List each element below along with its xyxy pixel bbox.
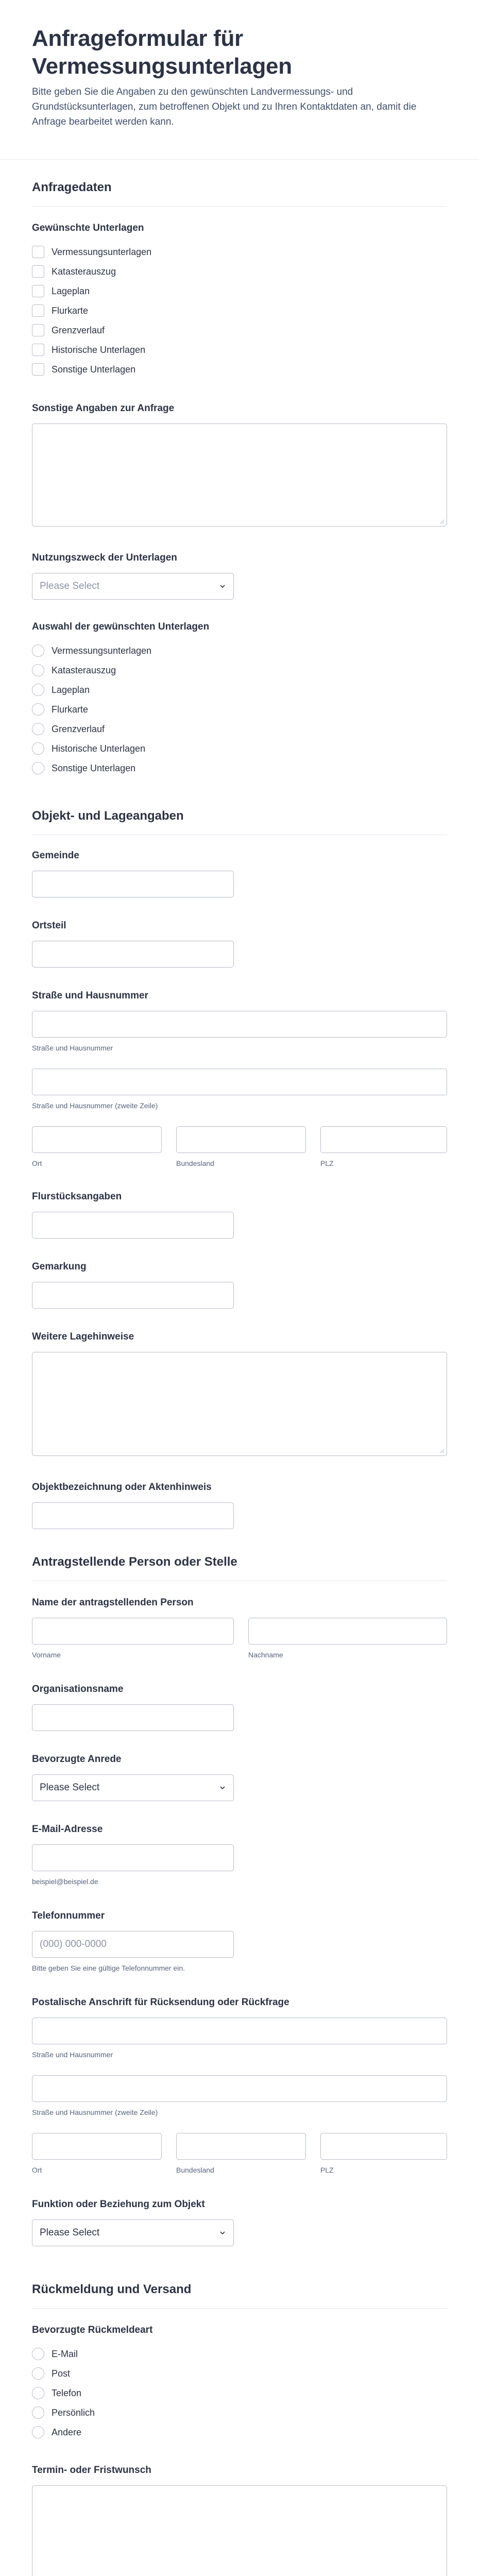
post-plz-input[interactable] — [320, 2133, 447, 2160]
form-title: Anfrageformular für Vermessungsunterlagen — [32, 26, 292, 79]
street-sublabel: Straße und Hausnummer — [32, 1044, 113, 1052]
gemeinde-label: Gemeinde — [32, 850, 79, 861]
function-select[interactable]: Please Select — [32, 2219, 234, 2246]
post-street2-sublabel: Straße und Hausnummer (zweite Zeile) — [32, 2108, 158, 2116]
nachname-input[interactable] — [248, 1618, 447, 1645]
street-input[interactable] — [32, 1011, 447, 1038]
email-label: E-Mail-Adresse — [32, 1824, 103, 1835]
radio-button[interactable] — [32, 2348, 44, 2360]
purpose-select[interactable]: Please Select — [32, 573, 234, 600]
checkbox[interactable] — [32, 363, 44, 376]
section-title-anfragedaten: Anfragedaten — [32, 180, 112, 194]
radio-row[interactable]: Historische Unterlagen — [32, 741, 145, 756]
vorname-sublabel: Vorname — [32, 1651, 61, 1659]
form-description: Bitte geben Sie die Angaben zu den gewünschten Landvermessungs- und Grundstücksunterlagen, zum betroffenen Objekt und zu Ihren Kontaktdaten an, damit die Anfrage bearbeitet werden kann. — [32, 87, 417, 127]
radio-button[interactable] — [32, 664, 44, 676]
radio-row[interactable]: Vermessungsunterlagen — [32, 643, 151, 658]
post-bundesland-input[interactable] — [176, 2133, 306, 2160]
email-input[interactable] — [32, 1844, 234, 1871]
radio-button[interactable] — [32, 2406, 44, 2419]
anrede-select[interactable]: Please Select — [32, 1774, 234, 1801]
checkbox[interactable] — [32, 344, 44, 356]
radio-row[interactable]: Flurkarte — [32, 702, 88, 717]
radio-row[interactable]: Post — [32, 2366, 70, 2381]
name-label: Name der antragstellenden Person — [32, 1597, 194, 1608]
documents-label: Gewünschte Unterlagen — [32, 223, 144, 233]
radio-button[interactable] — [32, 703, 44, 716]
deadline-label: Termin- oder Fristwunsch — [32, 2465, 151, 2476]
bundesland-sublabel: Bundesland — [176, 1159, 214, 1167]
checkbox-row[interactable]: Katasterauszug — [32, 264, 116, 279]
checkbox-row[interactable]: Vermessungsunterlagen — [32, 244, 151, 260]
checkbox[interactable] — [32, 285, 44, 297]
post-plz-sublabel: PLZ — [320, 2166, 334, 2174]
selection-label: Auswahl der gewünschten Unterlagen — [32, 621, 210, 632]
gemeinde-input[interactable] — [32, 871, 234, 897]
radio-button[interactable] — [32, 684, 44, 696]
post-street2-input[interactable] — [32, 2075, 447, 2102]
nachname-sublabel: Nachname — [248, 1651, 283, 1659]
radio-row[interactable]: Katasterauszug — [32, 663, 116, 678]
radio-row[interactable]: Telefon — [32, 2385, 81, 2401]
checkbox-row[interactable]: Flurkarte — [32, 303, 88, 318]
post-ort-input[interactable] — [32, 2133, 162, 2160]
section-title-rueckmeldung: Rückmeldung und Versand — [32, 2282, 192, 2296]
resize-handle-icon[interactable] — [439, 519, 444, 524]
plz-input[interactable] — [320, 1126, 447, 1153]
ort-input[interactable] — [32, 1126, 162, 1153]
radio-button[interactable] — [32, 645, 44, 657]
radio-row[interactable]: Lageplan — [32, 682, 90, 698]
org-label: Organisationsname — [32, 1684, 124, 1694]
radio-button[interactable] — [32, 2367, 44, 2380]
post-street-sublabel: Straße und Hausnummer — [32, 2050, 113, 2059]
post-ort-sublabel: Ort — [32, 2166, 42, 2174]
gemarkung-input[interactable] — [32, 1282, 234, 1309]
flurstueck-input[interactable] — [32, 1212, 234, 1239]
objekt-input[interactable] — [32, 1502, 234, 1529]
post-bundesland-sublabel: Bundesland — [176, 2166, 214, 2174]
other-info-textarea[interactable] — [32, 423, 447, 527]
purpose-label: Nutzungszweck der Unterlagen — [32, 552, 177, 563]
gemarkung-label: Gemarkung — [32, 1261, 87, 1272]
checkbox-row[interactable]: Lageplan — [32, 283, 90, 299]
phone-sublabel: Bitte geben Sie eine gültige Telefonnummer ein. — [32, 1964, 185, 1972]
vorname-input[interactable] — [32, 1618, 234, 1645]
plz-sublabel: PLZ — [320, 1159, 334, 1167]
checkbox[interactable] — [32, 265, 44, 278]
section-title-antragsteller: Antragstellende Person oder Stelle — [32, 1555, 237, 1569]
post-label: Postalische Anschrift für Rücksendung oder Rückfrage — [32, 1997, 289, 2008]
checkbox-row[interactable]: Sonstige Unterlagen — [32, 362, 135, 377]
function-label: Funktion oder Beziehung zum Objekt — [32, 2199, 205, 2210]
anrede-label: Bevorzugte Anrede — [32, 1754, 122, 1765]
checkbox[interactable] — [32, 246, 44, 258]
section-title-objekt: Objekt- und Lageangaben — [32, 809, 184, 823]
email-sublabel: beispiel@beispiel.de — [32, 1877, 98, 1886]
checkbox[interactable] — [32, 304, 44, 317]
radio-button[interactable] — [32, 723, 44, 735]
ortsteil-label: Ortsteil — [32, 920, 66, 931]
ort-sublabel: Ort — [32, 1159, 42, 1167]
post-street-input[interactable] — [32, 2018, 447, 2044]
radio-button[interactable] — [32, 762, 44, 774]
org-input[interactable] — [32, 1704, 234, 1731]
chevron-down-icon — [219, 583, 226, 590]
radio-row[interactable]: Andere — [32, 2425, 81, 2440]
radio-row[interactable]: Grenzverlauf — [32, 721, 105, 737]
objekt-label: Objektbezeichnung oder Aktenhinweis — [32, 1482, 212, 1493]
resize-handle-icon[interactable] — [439, 1448, 444, 1453]
chevron-down-icon — [219, 1784, 226, 1791]
street2-input[interactable] — [32, 1069, 447, 1095]
ortsteil-input[interactable] — [32, 941, 234, 968]
chevron-down-icon — [219, 2229, 226, 2236]
checkbox-row[interactable]: Historische Unterlagen — [32, 342, 145, 358]
radio-row[interactable]: Sonstige Unterlagen — [32, 760, 135, 776]
bundesland-input[interactable] — [176, 1126, 306, 1153]
radio-row[interactable]: E-Mail — [32, 2346, 78, 2362]
radio-row[interactable]: Persönlich — [32, 2405, 95, 2420]
reply-label: Bevorzugte Rückmeldeart — [32, 2325, 153, 2335]
lage-label: Weitere Lagehinweise — [32, 1331, 134, 1342]
street-label: Straße und Hausnummer — [32, 990, 148, 1001]
checkbox[interactable] — [32, 324, 44, 336]
form-header — [0, 0, 479, 160]
phone-input[interactable]: (000) 000-0000 — [32, 1931, 234, 1958]
street2-sublabel: Straße und Hausnummer (zweite Zeile) — [32, 1101, 158, 1110]
other-info-label: Sonstige Angaben zur Anfrage — [32, 403, 175, 414]
deadline-textarea[interactable] — [32, 2485, 447, 2576]
phone-label: Telefonnummer — [32, 1910, 105, 1921]
flurstueck-label: Flurstücksangaben — [32, 1191, 122, 1202]
radio-button[interactable] — [32, 2426, 44, 2438]
radio-button[interactable] — [32, 742, 44, 755]
lage-textarea[interactable] — [32, 1352, 447, 1456]
radio-button[interactable] — [32, 2387, 44, 2399]
checkbox-row[interactable]: Grenzverlauf — [32, 323, 105, 338]
